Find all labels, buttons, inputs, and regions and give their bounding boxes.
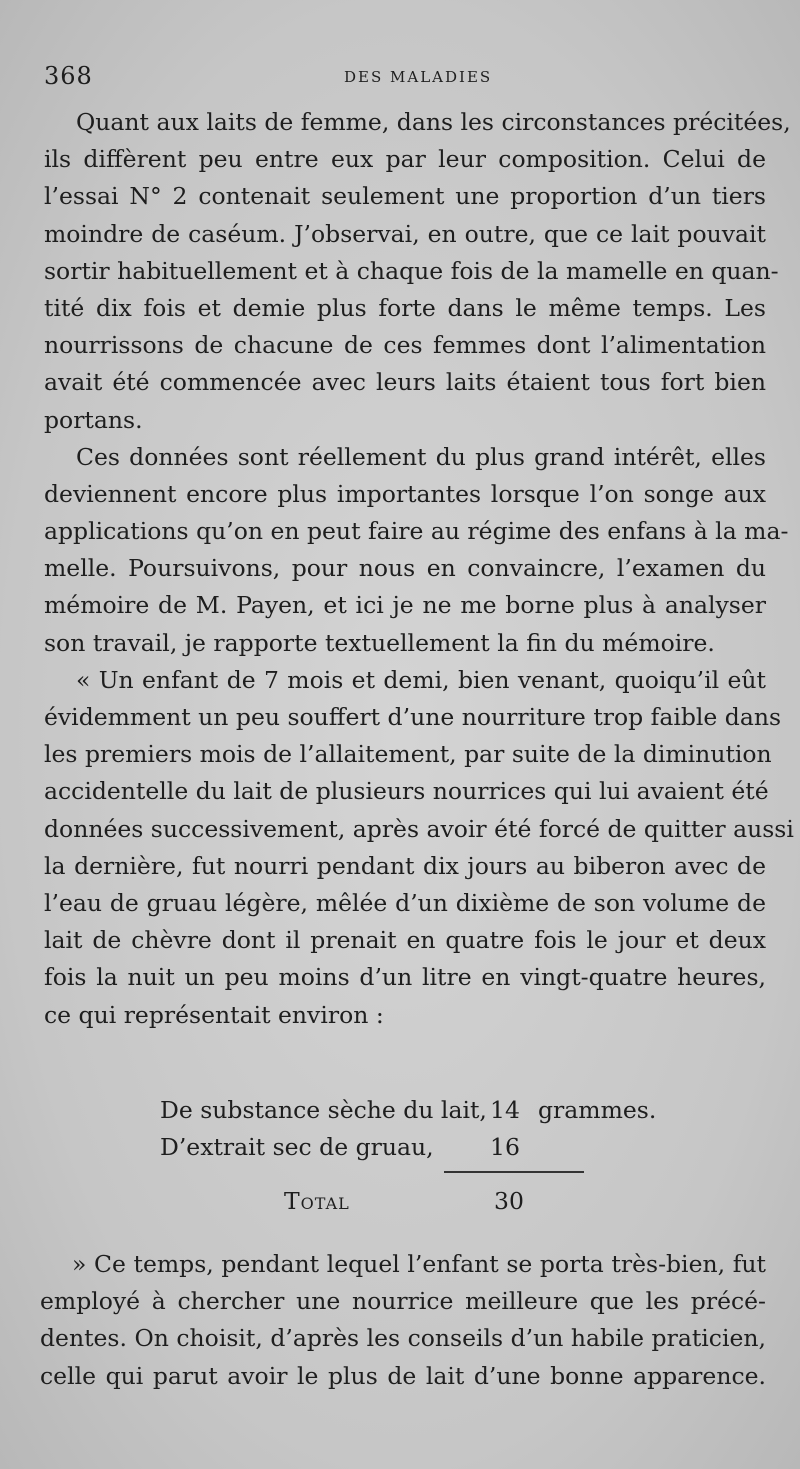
text-line: melle. Poursuivons, pour nous en convaincre, l’examen du [44,554,766,583]
calculation-unit: grammes. [538,1096,657,1124]
total-value: 30 [494,1187,524,1215]
text-line: son travail, je rapporte textuellement la fin du mémoire. [44,628,715,657]
calculation-value: 14 [490,1096,520,1124]
text-line: l’essai N° 2 contenait seulement une proportion d’un tiers [44,182,766,211]
calculation-value: 16 [490,1133,520,1161]
text-line: l’eau de gruau légère, mêlée d’un dixième de son volume de [44,888,766,917]
text-line: lait de chèvre dont il prenait en quatre fois le jour et deux [44,926,766,955]
text-line: deviennent encore plus importantes lorsque l’on songe aux [44,479,766,508]
text-line: dentes. On choisit, d’après les conseils d’un habile praticien, [40,1324,766,1353]
text-line: avait été commencée avec leurs laits étaient tous fort bien [44,368,766,397]
text-line: mémoire de M. Payen, et ici je ne me borne plus à analyser [44,591,766,620]
text-line: sortir habituellement et à chaque fois de la mamelle en quan- [44,256,779,285]
text-line: applications qu’on en peut faire au régime des enfans à la ma- [44,517,789,546]
text-line: données successivement, après avoir été forcé de quitter aussi [44,814,794,843]
text-line: Ces données sont réellement du plus grand intérêt, elles [76,442,766,471]
page-number: 368 [44,62,93,90]
text-line: accidentelle du lait de plusieurs nourrices qui lui avaient été [44,777,769,806]
text-line: ils diffèrent peu entre eux par leur composition. Celui de [44,145,766,174]
text-line: la dernière, fut nourri pendant dix jours au biberon avec de [44,851,766,880]
calculation-table [160,1092,680,1166]
text-line: celle qui parut avoir le plus de lait d’une bonne apparence. [40,1361,766,1390]
text-line: moindre de caséum. J’observai, en outre, que ce lait pouvait [44,219,766,248]
text-line: les premiers mois de l’allaitement, par suite de la diminution [44,740,772,769]
text-line: employé à chercher une nourrice meilleure que les précé- [40,1287,766,1316]
text-line: portans. [44,405,143,434]
total-label: Total [284,1187,350,1215]
text-line: Quant aux laits de femme, dans les circonstances précitées, [76,108,791,136]
text-line: ce qui représentait environ : [44,1000,384,1029]
calculation-row [160,1092,680,1129]
calculation-row [160,1129,680,1166]
calculation-label: De substance sèche du lait, [160,1096,487,1124]
text-line: fois la nuit un peu moins d’un litre en vingt-quatre heures, [44,963,766,992]
calculation-total [284,1183,684,1220]
calculation-label: D’extrait sec de gruau, [160,1133,434,1161]
text-line: « Un enfant de 7 mois et demi, bien venant, quoiqu’il eût [76,665,766,694]
text-line: » Ce temps, pendant lequel l’enfant se porta très-bien, fut [72,1250,766,1278]
text-line: nourrissons de chacune de ces femmes dont l’alimentation [44,331,766,360]
closing-text [40,1246,766,1395]
text-line: évidemment un peu souffert d’une nourriture trop faible dans [44,703,782,731]
page-header [44,62,774,98]
running-head: DES MALADIES [344,68,493,86]
text-line: tité dix fois et demie plus forte dans le même temps. Les [44,293,766,322]
main-text [44,104,794,1034]
sum-rule [444,1171,584,1173]
